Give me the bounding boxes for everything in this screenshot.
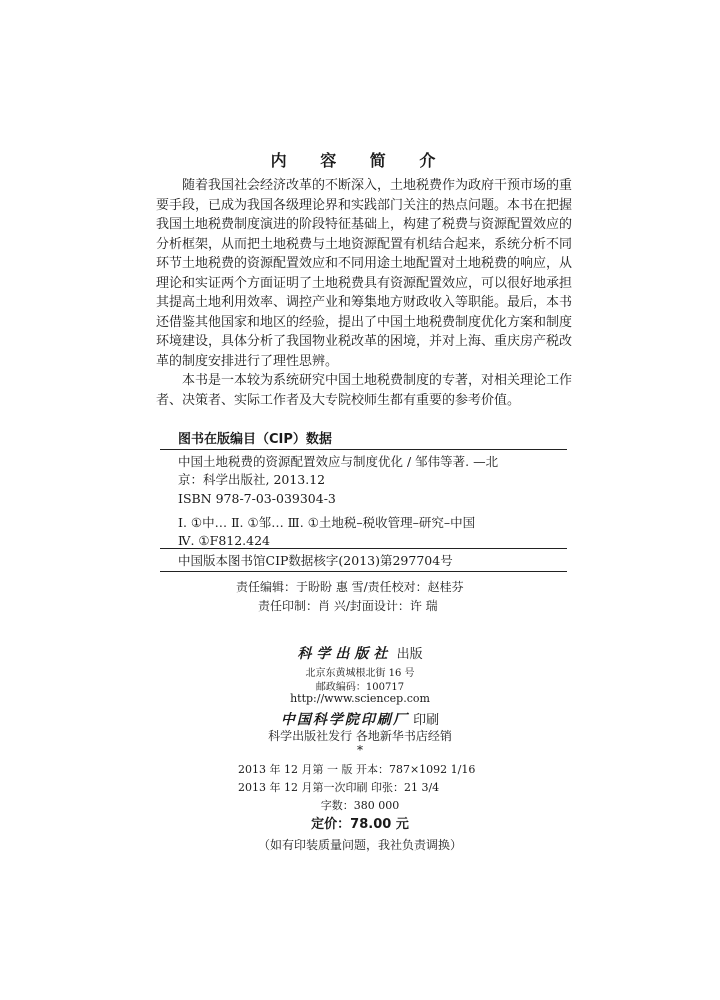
cip-classification-2: Ⅳ. ①F812.424 bbox=[178, 533, 271, 548]
publisher-suffix: 出版 bbox=[396, 647, 423, 662]
publisher-line bbox=[0, 643, 720, 663]
summary-line: 环境建设，具体分析了我国物业税改革的困境，并对上海、重庆房产税改 bbox=[156, 334, 573, 349]
cip-top-rule bbox=[160, 449, 567, 450]
publisher-address: 北京东黄城根北街 16 号 bbox=[305, 668, 415, 679]
cip-classification-1: Ⅰ. ①中… Ⅱ. ①邹… Ⅲ. ①土地税–税收管理–研究–中国 bbox=[178, 515, 476, 530]
credits-line-1: 责任编辑：于盼盼 惠 雪/责任校对：赵桂芬 bbox=[236, 580, 464, 594]
quality-notice: （如有印装质量问题，我社负责调换） bbox=[257, 838, 462, 852]
summary-title: 内 容 简 介 bbox=[270, 151, 450, 170]
summary-line: 者、决策者、实际工作者及大专院校师生都有重要的参考价值。 bbox=[156, 392, 521, 408]
summary-line: 分析框架，从而把土地税费与土地资源配置有机结合起来，系统分析不同 bbox=[156, 236, 573, 252]
cip-title-line-2: 京：科学出版社, 2013.12 bbox=[178, 472, 326, 487]
printer-suffix: 印刷 bbox=[413, 713, 440, 728]
word-count: 字数：380 000 bbox=[320, 799, 400, 812]
printer-line bbox=[0, 709, 720, 729]
cip-middle-rule bbox=[160, 548, 567, 549]
summary-paragraph-1 bbox=[156, 176, 573, 371]
summary-line: 本书是一本较为系统研究中国土地税费制度的专著，对相关理论工作 bbox=[182, 373, 573, 388]
edition-line-2: 2013 年 12 月第一次印刷 印张：21 3/4 bbox=[238, 781, 440, 794]
summary-line: 环节土地税费的资源配置效应和不同用途土地配置对土地税费的响应，从 bbox=[156, 256, 573, 271]
summary-line: 我国土地税费制度演进的阶段特征基础上，构建了税费与资源配置效应的 bbox=[156, 217, 573, 232]
summary-paragraph-2 bbox=[156, 371, 573, 410]
cip-number: 中国版本图书馆CIP数据核字(2013)第297704号 bbox=[178, 553, 453, 568]
summary-line: 要手段，已成为我国各级理论界和实践部门关注的热点问题。本书在把握 bbox=[156, 197, 573, 213]
summary-line: 革的制度安排进行了理性思辨。 bbox=[156, 353, 339, 369]
cip-title-line-1: 中国土地税费的资源配置效应与制度优化 / 邹伟等著. —北 bbox=[178, 454, 499, 469]
publisher-url: http://www.sciencep.com bbox=[290, 692, 430, 705]
printer-logo-text: 中国科学院印刷厂 bbox=[280, 712, 409, 728]
price: 定价：78.00 元 bbox=[311, 817, 409, 832]
summary-line: 随着我国社会经济改革的不断深入，土地税费作为政府干预市场的重 bbox=[182, 178, 573, 193]
cip-bottom-rule bbox=[160, 571, 567, 572]
summary-line: 其提高土地利用效率、调控产业和筹集地方财政收入等职能。最后，本书 bbox=[156, 295, 573, 310]
credits-line-2: 责任印制：肖 兴/封面设计：许 瑞 bbox=[258, 599, 438, 613]
cip-isbn: ISBN 978-7-03-039304-3 bbox=[178, 491, 336, 506]
publisher-logo-text: 科学出版社 bbox=[297, 646, 393, 662]
publisher-postcode: 邮政编码：100717 bbox=[315, 682, 405, 693]
summary-line: 还借鉴其他国家和地区的经验，提出了中国土地税费制度优化方案和制度 bbox=[156, 314, 573, 330]
distribution-line: 科学出版社发行 各地新华书店经销 bbox=[268, 729, 452, 743]
edition-line-1: 2013 年 12 月第 一 版 开本：787×1092 1/16 bbox=[238, 763, 476, 776]
summary-line: 理论和实证两个方面证明了土地税费具有资源配置效应，可以很好地承担 bbox=[156, 275, 573, 291]
cip-heading: 图书在版编目（CIP）数据 bbox=[178, 432, 332, 447]
separator-star: * bbox=[357, 743, 363, 757]
